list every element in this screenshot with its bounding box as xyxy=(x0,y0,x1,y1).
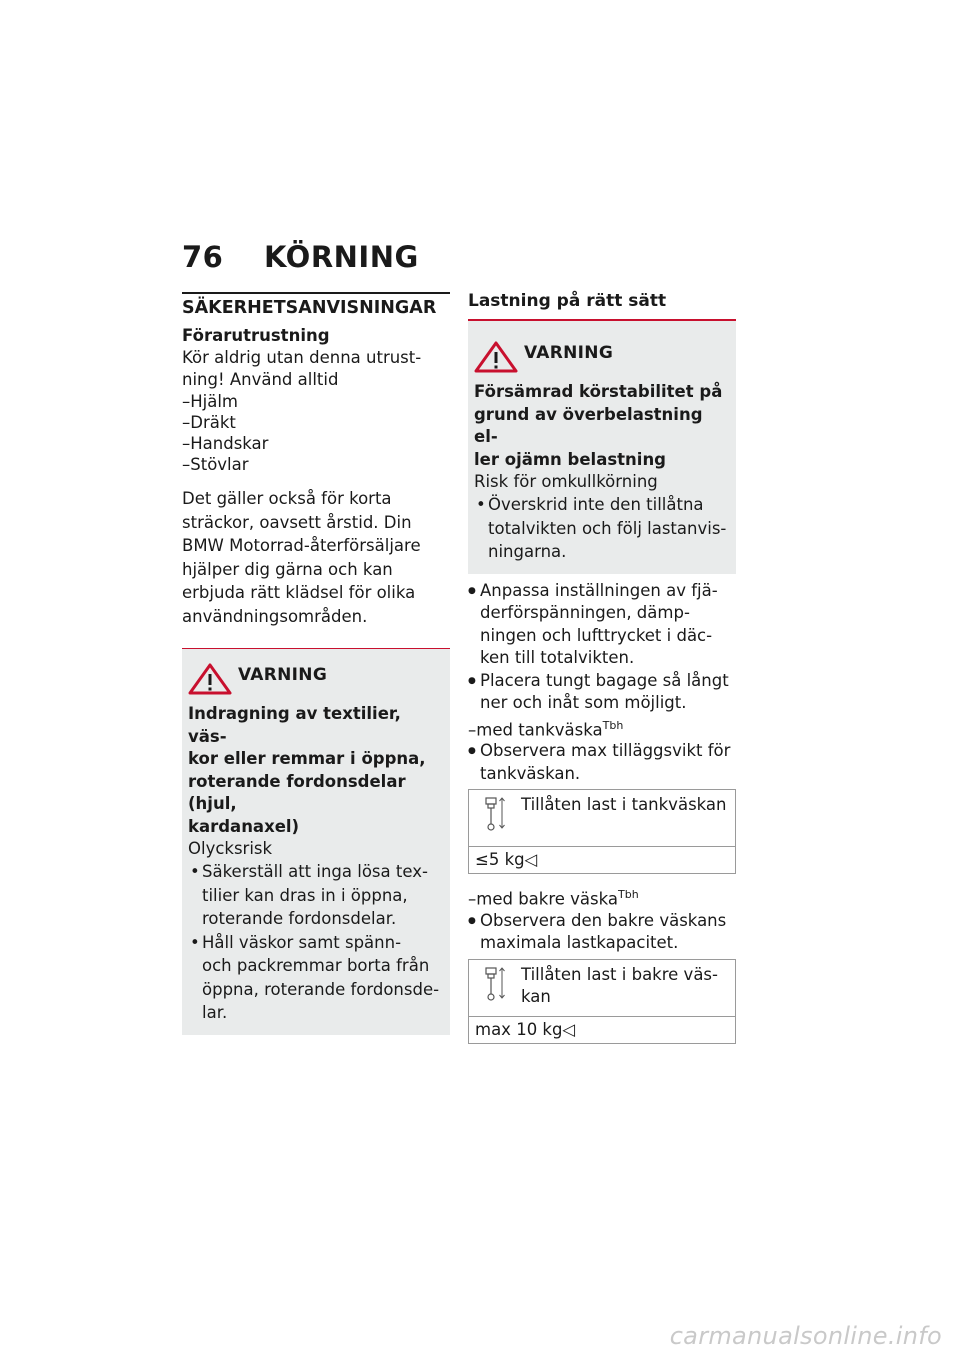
bullet-line: totalvikten och följ lastanvis- xyxy=(488,518,727,538)
bullet-line: och packremmar borta från xyxy=(202,956,430,975)
table-label xyxy=(521,960,724,1016)
step-line: ken till totalvikten. xyxy=(480,648,635,667)
warning-bullet xyxy=(474,493,728,564)
page-number: 76 xyxy=(182,240,224,274)
warning-triangle-icon xyxy=(188,663,232,695)
bullet-line: • Håll väskor samt spänn- xyxy=(202,932,402,952)
step-line: ● Placera tungt bagage så långt xyxy=(480,670,729,690)
intro-line: ning! Använd alltid xyxy=(182,370,339,389)
right-column xyxy=(468,292,736,1050)
warning-label: VARNING xyxy=(238,665,328,685)
warning-title-line: roterande fordonsdelar (hjul, xyxy=(188,771,406,813)
instruction-step xyxy=(468,670,736,715)
warning-title-line: Försämrad körstabilitet på xyxy=(474,382,723,401)
warning-title-line: ler ojämn belastning xyxy=(474,449,666,469)
para-line: sträckor, oavsett årstid. Din xyxy=(182,512,412,532)
section-title: SÄKERHETSANVISNINGAR xyxy=(182,292,450,318)
weight-load-icon xyxy=(483,796,507,832)
warning-box xyxy=(182,648,450,1035)
bullet-line: roterande fordonsdelar. xyxy=(202,909,397,928)
step-line: ● Observera den bakre väskans xyxy=(480,910,727,930)
load-table-tank xyxy=(468,789,736,874)
para-line: Det gäller också för korta xyxy=(182,489,392,508)
bullet-line: lar. xyxy=(202,1003,228,1022)
para-line: användningsområden. xyxy=(182,606,368,626)
para-line: hjälper dig gärna och kan xyxy=(182,559,393,579)
bullet-line: • Överskrid inte den tillåtna xyxy=(488,495,704,514)
warning-title-line: Indragning av textilier, väs- xyxy=(188,704,401,746)
equipment-item: –Hjälm xyxy=(182,392,239,411)
label-line: kan xyxy=(521,986,551,1006)
warning-bullet xyxy=(188,931,442,1025)
option-marker: Tbh xyxy=(602,718,624,732)
bullet-line: • Säkerställ att inga lösa tex- xyxy=(202,862,428,881)
bullet-line: tilier kan dras in i öppna, xyxy=(202,885,408,905)
table-value: max 10 kg◁ xyxy=(475,1019,576,1039)
step-line: ● Anpassa inställningen av fjä- xyxy=(480,580,718,600)
page-header xyxy=(182,240,419,274)
warning-title-line: grund av överbelastning el- xyxy=(474,404,703,446)
warning-risk: Risk för omkullkörning xyxy=(474,472,658,491)
warning-label: VARNING xyxy=(524,343,614,363)
section-title: Lastning på rätt sätt xyxy=(468,291,736,321)
label-line: Tillåten last i tankväskan xyxy=(521,795,727,814)
equipment-item: –Stövlar xyxy=(182,455,249,474)
condition-text: –med tankväska xyxy=(468,720,603,739)
load-table-rear xyxy=(468,959,736,1044)
warning-title-line: kardanaxel) xyxy=(188,816,300,836)
step-line: ner och inåt som möjligt. xyxy=(480,693,687,712)
instruction-step xyxy=(468,580,736,670)
chapter-title: KÖRNING xyxy=(264,240,419,274)
step-line: ● Observera max tilläggsvikt för xyxy=(480,741,731,760)
warning-title xyxy=(188,703,442,838)
condition-text: –med bakre väska xyxy=(468,889,618,909)
label-line: Tillåten last i bakre väs- xyxy=(521,964,718,984)
weight-load-icon xyxy=(483,966,507,1002)
equipment-item: –Dräkt xyxy=(182,413,236,432)
table-value: ≤5 kg◁ xyxy=(475,850,538,869)
equipment-item: –Handskar xyxy=(182,434,269,453)
instruction-step xyxy=(468,740,736,785)
step-line: maximala lastkapacitet. xyxy=(480,933,679,952)
warning-risk: Olycksrisk xyxy=(188,839,273,858)
warning-bullet xyxy=(188,860,442,931)
para-line: erbjuda rätt klädsel för olika xyxy=(182,583,416,602)
step-line: derförspänningen, dämp- xyxy=(480,603,690,622)
sub-title: Förarutrustning xyxy=(182,326,330,345)
warning-title-line: kor eller remmar i öppna, xyxy=(188,749,426,768)
warning-title xyxy=(474,381,728,471)
option-marker: Tbh xyxy=(618,888,639,901)
warning-box xyxy=(468,321,736,574)
tank-bag-condition xyxy=(468,715,736,741)
step-line: ningen och lufttrycket i däc- xyxy=(480,625,713,645)
intro-line: Kör aldrig utan denna utrust- xyxy=(182,348,422,367)
bullet-line: öppna, roterande fordonsde- xyxy=(202,979,440,999)
bullet-line: ningarna. xyxy=(488,542,567,561)
watermark: carmanualsonline.info xyxy=(669,1322,942,1350)
table-label xyxy=(521,790,733,846)
step-line: tankväskan. xyxy=(480,763,581,783)
left-column xyxy=(182,292,450,1035)
rear-bag-condition xyxy=(468,884,736,910)
para-line: BMW Motorrad-återförsäljare xyxy=(182,536,421,555)
instruction-step xyxy=(468,910,736,955)
warning-triangle-icon xyxy=(474,341,518,373)
